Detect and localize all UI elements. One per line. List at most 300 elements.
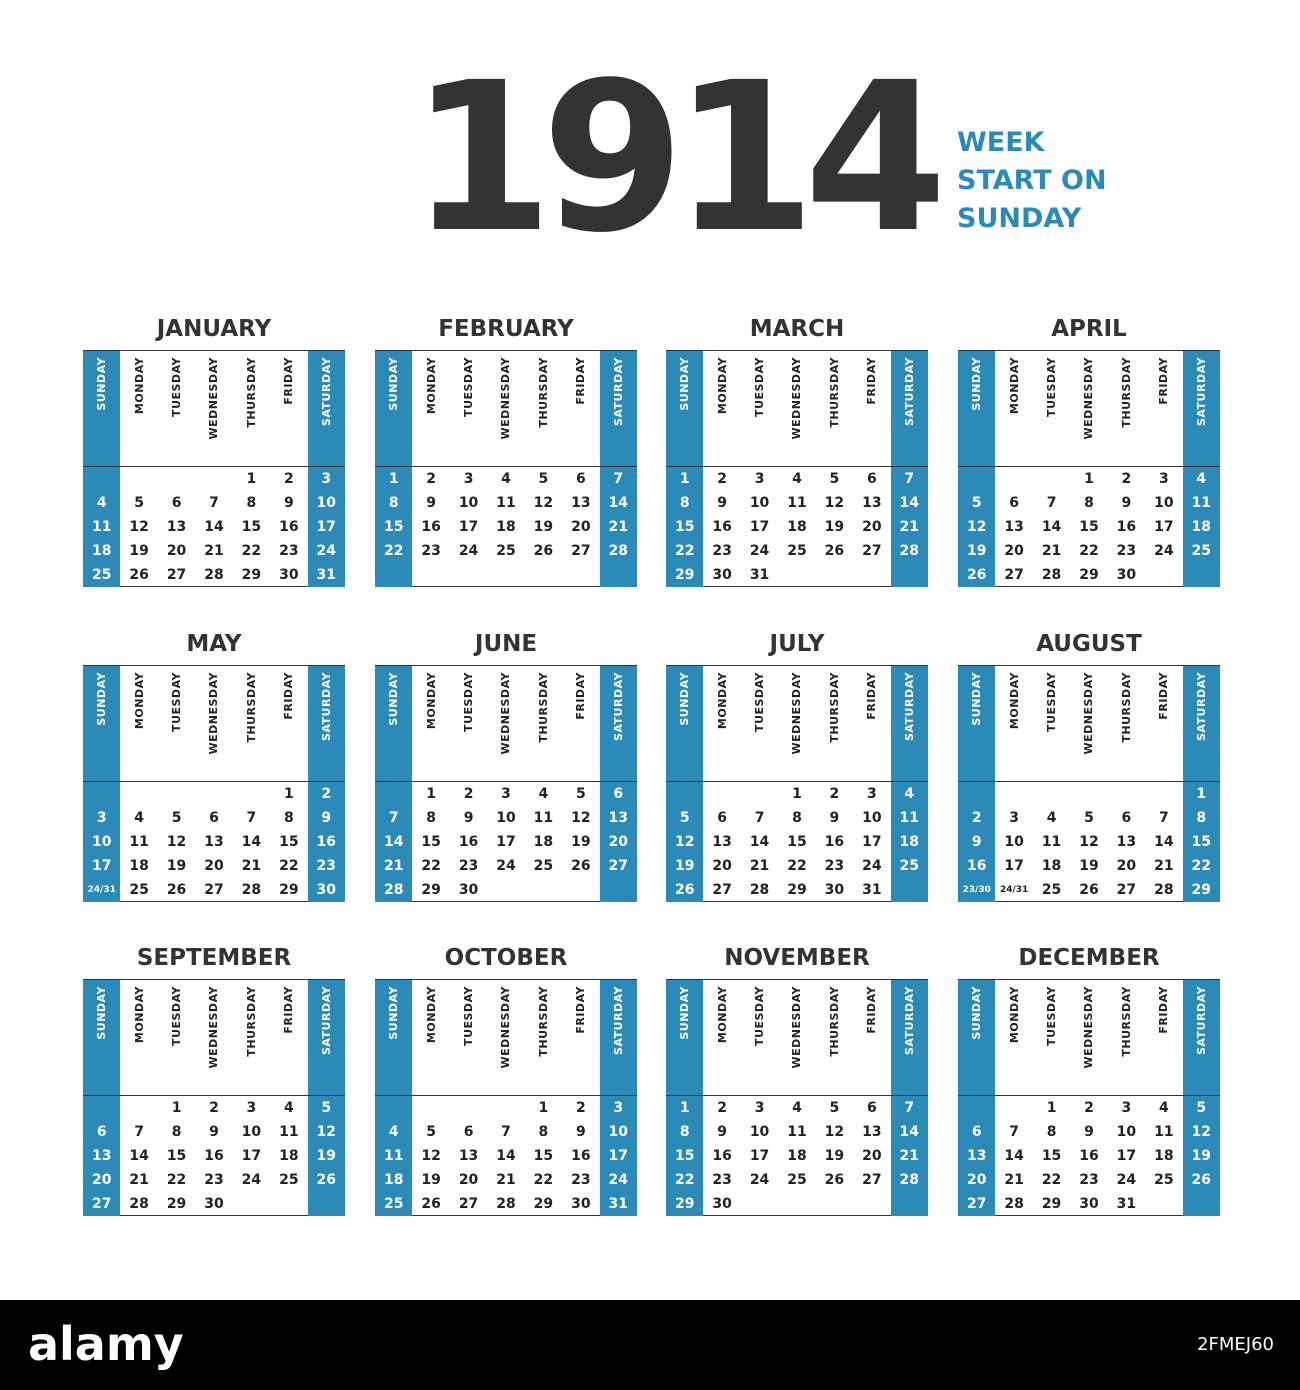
day-cell: 17 <box>308 515 345 539</box>
day-cell: 1 <box>792 786 802 802</box>
day-cell: 2 <box>426 471 436 487</box>
weekday-label: WEDNESDAY <box>790 986 804 1069</box>
month-december <box>958 941 1220 1216</box>
weekday-label: TUESDAY <box>753 357 767 417</box>
day-cell: 26 <box>571 858 591 874</box>
day-cell: 13 <box>862 1124 882 1140</box>
day-cell: 24/31 <box>83 878 120 902</box>
weekday-label: SATURDAY <box>611 672 625 742</box>
day-cell <box>1033 467 1070 491</box>
day-cell: 16 <box>1079 1148 1099 1164</box>
day-cell: 11 <box>891 806 928 830</box>
day-cell: 2 <box>1084 1100 1094 1116</box>
image-id: 2FMEJ60 <box>1197 1334 1274 1355</box>
day-cell: 11 <box>1041 834 1062 850</box>
day-cell: 13 <box>571 495 591 511</box>
day-cell: 1 <box>666 1096 703 1120</box>
weekday-label: TUESDAY <box>170 672 184 732</box>
day-cell: 14 <box>241 834 262 850</box>
week-start-line-1: WEEK <box>957 127 1045 158</box>
weekday-header-sunday <box>83 666 120 782</box>
day-cell: 27 <box>862 1172 882 1188</box>
day-cell: 10 <box>1154 495 1174 511</box>
day-cell: 18 <box>1041 858 1062 874</box>
day-cell: 15 <box>666 515 703 539</box>
day-cell: 31 <box>1116 1196 1137 1212</box>
weekday-label: WEDNESDAY <box>790 357 804 440</box>
day-cell: 3 <box>501 786 511 802</box>
day-cell: 14 <box>1004 1148 1024 1164</box>
day-cell: 12 <box>421 1148 441 1164</box>
weekday-label: WEDNESDAY <box>499 357 513 440</box>
day-cell: 25 <box>533 858 554 874</box>
day-cell: 25 <box>787 543 807 559</box>
day-cell: 12 <box>1079 834 1099 850</box>
day-cell: 14 <box>204 519 224 535</box>
weekday-label: SUNDAY <box>970 357 984 411</box>
day-cell: 10 <box>241 1124 262 1140</box>
day-cell: 26 <box>958 563 995 587</box>
weekday-label: SUNDAY <box>95 986 109 1040</box>
day-cell: 9 <box>426 495 436 511</box>
weekday-header-friday <box>853 980 890 1096</box>
day-cell: 24 <box>749 543 770 559</box>
day-cell: 27 <box>1116 882 1137 898</box>
month-grid <box>666 979 928 1216</box>
day-cell: 3 <box>83 806 120 830</box>
weekday-label: SATURDAY <box>902 357 916 427</box>
day-cell: 8 <box>1084 495 1094 511</box>
weekday-label: MONDAY <box>424 357 438 415</box>
weekday-label: FRIDAY <box>574 357 588 405</box>
day-cell: 7 <box>134 1124 144 1140</box>
weekday-header-sunday <box>666 351 703 467</box>
day-cell: 10 <box>749 495 770 511</box>
day-cell: 26 <box>824 1172 845 1188</box>
day-cell: 28 <box>241 882 262 898</box>
weekday-label: MONDAY <box>424 672 438 730</box>
day-cell: 21 <box>375 854 412 878</box>
day-cell: 5 <box>171 810 182 826</box>
day-cell: 7 <box>891 467 928 491</box>
day-cell <box>703 782 740 806</box>
weekday-header-monday <box>703 666 740 782</box>
day-cell: 22 <box>375 539 412 563</box>
weekday-header-thursday <box>816 351 853 467</box>
week-start-note <box>957 124 1177 238</box>
weekday-header-tuesday <box>741 666 778 782</box>
month-july <box>666 627 928 902</box>
day-cell: 19 <box>421 1172 441 1188</box>
day-cell: 19 <box>129 543 149 559</box>
day-cell: 29 <box>666 1192 703 1216</box>
day-cell: 24 <box>496 858 516 874</box>
month-grid <box>375 665 637 902</box>
weekday-label: SATURDAY <box>611 986 625 1056</box>
day-cell: 22 <box>787 858 807 874</box>
day-cell: 8 <box>538 1124 549 1140</box>
day-cell: 3 <box>1121 1100 1132 1116</box>
day-cell <box>120 1096 157 1120</box>
weekday-header-monday <box>412 666 449 782</box>
day-cell: 12 <box>1183 1120 1220 1144</box>
day-cell: 23 <box>1079 1172 1099 1188</box>
day-cell: 4 <box>538 786 549 802</box>
day-cell <box>487 878 524 902</box>
day-cell: 1 <box>538 1100 549 1116</box>
day-cell: 1 <box>246 471 257 487</box>
day-cell: 30 <box>204 1196 224 1212</box>
weekday-header-monday <box>995 980 1032 1096</box>
day-cell: 5 <box>134 495 144 511</box>
weekday-header-wednesday <box>1070 351 1107 467</box>
day-cell: 24/31 <box>999 885 1029 895</box>
day-cell: 21 <box>891 515 928 539</box>
day-cell: 10 <box>496 810 516 826</box>
day-cell: 25 <box>375 1192 412 1216</box>
weekday-header-monday <box>412 351 449 467</box>
day-cell: 23/30 <box>958 878 995 902</box>
month-name: DECEMBER <box>1018 945 1160 971</box>
day-cell: 15 <box>533 1148 554 1164</box>
day-cell: 1 <box>375 467 412 491</box>
weekday-header-friday <box>270 980 307 1096</box>
day-cell <box>958 782 995 806</box>
month-august <box>958 627 1220 902</box>
weekday-label: WEDNESDAY <box>499 986 513 1069</box>
weekday-header-sunday <box>83 980 120 1096</box>
day-cell: 10 <box>458 495 479 511</box>
day-cell: 9 <box>308 806 345 830</box>
day-cell: 28 <box>749 882 770 898</box>
day-cell: 17 <box>458 519 479 535</box>
day-cell <box>816 1192 853 1216</box>
weekday-header-friday <box>1145 980 1182 1096</box>
day-cell: 26 <box>666 878 703 902</box>
day-cell <box>995 467 1032 491</box>
day-cell: 27 <box>862 543 882 559</box>
day-cell: 27 <box>600 854 637 878</box>
weekday-header-tuesday <box>1033 980 1070 1096</box>
day-cell: 4 <box>83 491 120 515</box>
day-cell: 31 <box>749 567 770 583</box>
day-cell: 21 <box>129 1172 149 1188</box>
day-cell <box>1108 782 1145 806</box>
day-cell: 10 <box>308 491 345 515</box>
day-cell: 17 <box>749 519 770 535</box>
day-cell <box>120 782 157 806</box>
day-cell: 7 <box>375 806 412 830</box>
day-cell: 10 <box>1116 1124 1137 1140</box>
weekday-label: THURSDAY <box>827 672 841 743</box>
month-grid <box>83 665 345 902</box>
day-cell: 13 <box>166 519 187 535</box>
month-grid <box>375 979 637 1216</box>
day-cell: 13 <box>1116 834 1137 850</box>
weekday-label: SUNDAY <box>678 357 692 411</box>
weekday-label: TUESDAY <box>462 672 476 732</box>
day-cell <box>1183 1192 1220 1216</box>
day-cell: 24 <box>749 1172 770 1188</box>
weekday-header-monday <box>120 666 157 782</box>
day-cell: 7 <box>209 495 219 511</box>
weekday-label: MONDAY <box>715 986 729 1044</box>
day-cell: 20 <box>712 858 732 874</box>
day-cell: 16 <box>458 834 479 850</box>
weekday-header-saturday <box>891 351 928 467</box>
day-cell: 30 <box>712 1196 732 1212</box>
day-cell: 2 <box>717 1100 727 1116</box>
day-cell: 17 <box>83 854 120 878</box>
month-june <box>375 627 637 902</box>
day-cell: 5 <box>1183 1096 1220 1120</box>
day-cell: 9 <box>575 1124 586 1140</box>
day-cell: 3 <box>754 1100 765 1116</box>
day-cell: 16 <box>712 1148 732 1164</box>
day-cell: 21 <box>749 858 770 874</box>
day-cell: 29 <box>1041 1196 1062 1212</box>
day-cell: 3 <box>246 1100 257 1116</box>
day-cell: 8 <box>246 495 257 511</box>
day-cell: 4 <box>134 810 144 826</box>
day-cell: 27 <box>712 882 732 898</box>
weekday-label: WEDNESDAY <box>790 672 804 755</box>
day-cell <box>83 467 120 491</box>
day-cell: 19 <box>666 854 703 878</box>
weekday-label: MONDAY <box>715 357 729 415</box>
day-cell: 21 <box>496 1172 516 1188</box>
weekday-label: SUNDAY <box>678 672 692 726</box>
day-cell: 2 <box>575 1100 586 1116</box>
day-cell: 13 <box>458 1148 479 1164</box>
month-january <box>83 312 345 587</box>
day-cell: 20 <box>1116 858 1137 874</box>
day-cell: 19 <box>533 519 554 535</box>
day-cell: 6 <box>209 810 219 826</box>
day-cell: 28 <box>375 878 412 902</box>
day-cell: 21 <box>241 858 262 874</box>
day-cell <box>525 563 562 587</box>
weekday-header-thursday <box>525 351 562 467</box>
day-cell <box>158 467 195 491</box>
weekday-header-saturday <box>1183 980 1220 1096</box>
day-cell: 20 <box>571 519 591 535</box>
day-cell: 18 <box>279 1148 299 1164</box>
week-start-line-2: START ON <box>957 165 1107 196</box>
day-cell <box>308 1192 345 1216</box>
day-cell <box>1033 782 1070 806</box>
weekday-header-tuesday <box>1033 666 1070 782</box>
day-cell: 24 <box>458 543 479 559</box>
weekday-header-wednesday <box>487 980 524 1096</box>
day-cell: 2 <box>958 806 995 830</box>
day-cell: 3 <box>600 1096 637 1120</box>
day-cell: 14 <box>1154 834 1174 850</box>
day-cell: 27 <box>1004 567 1024 583</box>
weekday-header-wednesday <box>778 980 815 1096</box>
day-cell: 1 <box>1183 782 1220 806</box>
weekday-label: WEDNESDAY <box>1082 986 1096 1069</box>
day-cell: 25 <box>129 882 149 898</box>
day-cell: 3 <box>1158 471 1169 487</box>
day-cell: 16 <box>279 519 299 535</box>
weekday-label: SATURDAY <box>902 986 916 1056</box>
day-cell: 1 <box>426 786 436 802</box>
weekday-label: THURSDAY <box>1119 986 1133 1057</box>
day-cell: 14 <box>891 491 928 515</box>
weekday-header-sunday <box>83 351 120 467</box>
day-cell <box>666 782 703 806</box>
weekday-header-monday <box>703 351 740 467</box>
day-cell: 16 <box>1116 519 1137 535</box>
day-cell: 26 <box>1183 1168 1220 1192</box>
day-cell: 12 <box>824 1124 845 1140</box>
day-cell: 19 <box>1079 858 1099 874</box>
weekday-label: FRIDAY <box>865 986 879 1034</box>
day-cell <box>778 1192 815 1216</box>
day-cell: 7 <box>754 810 765 826</box>
day-cell: 24 <box>308 539 345 563</box>
day-cell: 4 <box>283 1100 294 1116</box>
day-cell: 31 <box>862 882 882 898</box>
weekday-label: FRIDAY <box>1157 672 1171 720</box>
day-cell: 29 <box>166 1196 187 1212</box>
day-cell: 16 <box>308 830 345 854</box>
day-cell: 25 <box>279 1172 299 1188</box>
weekday-header-wednesday <box>1070 666 1107 782</box>
day-cell: 15 <box>166 1148 187 1164</box>
day-cell <box>853 1192 890 1216</box>
day-cell: 9 <box>1084 1124 1094 1140</box>
weekday-header-saturday <box>600 980 637 1096</box>
weekday-header-thursday <box>1108 980 1145 1096</box>
day-cell: 6 <box>171 495 182 511</box>
day-cell: 11 <box>1154 1124 1174 1140</box>
alamy-logo: alamy <box>28 1317 184 1371</box>
weekday-label: THURSDAY <box>1119 672 1133 743</box>
day-cell <box>412 1096 449 1120</box>
day-cell <box>891 563 928 587</box>
weekday-header-thursday <box>233 666 270 782</box>
weekday-label: TUESDAY <box>462 357 476 417</box>
day-cell: 29 <box>666 563 703 587</box>
weekday-header-tuesday <box>158 666 195 782</box>
day-cell: 17 <box>1116 1148 1137 1164</box>
day-cell: 10 <box>83 830 120 854</box>
day-cell <box>412 563 449 587</box>
weekday-header-friday <box>853 351 890 467</box>
weekday-header-friday <box>1145 666 1182 782</box>
day-cell: 28 <box>600 539 637 563</box>
day-cell: 8 <box>171 1124 182 1140</box>
weekday-header-monday <box>703 980 740 1096</box>
weekday-header-sunday <box>666 666 703 782</box>
day-cell <box>270 1192 307 1216</box>
day-cell: 8 <box>666 491 703 515</box>
day-cell: 19 <box>166 858 187 874</box>
day-cell: 20 <box>862 1148 882 1164</box>
day-cell <box>158 782 195 806</box>
day-cell: 12 <box>571 810 591 826</box>
day-cell: 18 <box>891 830 928 854</box>
weekday-label: THURSDAY <box>536 986 550 1057</box>
day-cell: 16 <box>958 854 995 878</box>
day-cell: 22 <box>241 543 262 559</box>
weekday-header-wednesday <box>195 666 232 782</box>
day-cell: 20 <box>862 519 882 535</box>
day-cell: 19 <box>1183 1144 1220 1168</box>
day-cell: 6 <box>600 782 637 806</box>
day-cell: 29 <box>1183 878 1220 902</box>
day-cell: 15 <box>421 834 441 850</box>
weekday-header-tuesday <box>158 351 195 467</box>
day-cell: 22 <box>1183 854 1220 878</box>
day-cell: 25 <box>891 854 928 878</box>
weekday-label: WEDNESDAY <box>1082 357 1096 440</box>
weekday-label: MONDAY <box>424 986 438 1044</box>
day-cell: 16 <box>824 834 845 850</box>
day-cell: 13 <box>83 1144 120 1168</box>
day-cell: 6 <box>866 1100 877 1116</box>
day-cell: 24 <box>600 1168 637 1192</box>
weekday-label: MONDAY <box>715 672 729 730</box>
day-cell: 9 <box>283 495 294 511</box>
day-cell: 4 <box>891 782 928 806</box>
day-cell: 1 <box>171 1100 182 1116</box>
day-cell: 4 <box>792 471 802 487</box>
weekday-label: THURSDAY <box>827 357 841 428</box>
weekday-label: SUNDAY <box>387 986 401 1040</box>
weekday-header-saturday <box>308 351 345 467</box>
day-cell <box>853 563 890 587</box>
weekday-header-wednesday <box>487 666 524 782</box>
weekday-header-sunday <box>958 980 995 1096</box>
day-cell: 10 <box>862 810 882 826</box>
day-cell: 7 <box>501 1124 511 1140</box>
day-cell: 23 <box>204 1172 224 1188</box>
day-cell: 27 <box>958 1192 995 1216</box>
day-cell <box>195 782 232 806</box>
weekday-header-tuesday <box>450 351 487 467</box>
month-grid <box>666 350 928 587</box>
day-cell: 17 <box>749 1148 770 1164</box>
day-cell: 24 <box>1154 543 1174 559</box>
day-cell: 8 <box>666 1120 703 1144</box>
day-cell <box>741 782 778 806</box>
day-cell: 11 <box>279 1124 299 1140</box>
day-cell: 25 <box>1154 1172 1174 1188</box>
day-cell: 22 <box>1041 1172 1062 1188</box>
weekday-header-thursday <box>525 666 562 782</box>
day-cell <box>233 1192 270 1216</box>
weekday-label: SATURDAY <box>319 357 333 427</box>
day-cell: 17 <box>862 834 882 850</box>
day-cell: 26 <box>533 543 554 559</box>
week-start-line-3: SUNDAY <box>957 203 1082 234</box>
month-name: MARCH <box>749 316 845 342</box>
weekday-label: THURSDAY <box>244 672 258 743</box>
weekday-header-wednesday <box>195 980 232 1096</box>
day-cell: 26 <box>166 882 187 898</box>
day-cell: 18 <box>129 858 149 874</box>
day-cell: 2 <box>283 471 294 487</box>
day-cell: 4 <box>375 1120 412 1144</box>
day-cell: 21 <box>891 1144 928 1168</box>
weekday-header-tuesday <box>1033 351 1070 467</box>
day-cell: 15 <box>241 519 262 535</box>
day-cell: 22 <box>279 858 299 874</box>
month-name: FEBRUARY <box>438 316 574 342</box>
